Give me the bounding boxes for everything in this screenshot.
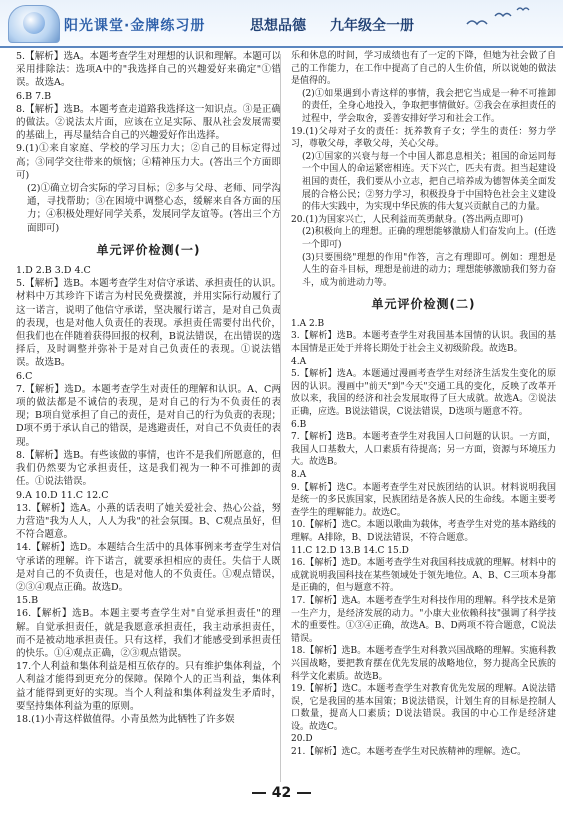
series-title: 阳光课堂·金牌练习册: [64, 18, 206, 34]
answer-paragraph: 17.【解析】选A。本题考查学生对科技作用的理解。科学技术是第一生产力，是经济发展的动力。"小康大业依赖科技"强调了科学技术的重要性。①③④正确，故选A。B、D两项不符合题意，C说法错误。: [291, 595, 556, 644]
section-heading: 单元评价检测(二): [371, 297, 476, 312]
answer-paragraph: 14.【解析】选D。本题结合生活中的具体事例来考查学生对信守承诺的理解。许下诺言，就要承担相应的责任。失信于人既是对自己的不负责任，也是对他人的不负责任。①观点错误，②③④观点正确。故选D。: [16, 542, 281, 593]
answer-paragraph: 6.C: [16, 370, 33, 382]
birds-decoration-icon: [461, 4, 541, 34]
answer-paragraph: 15.B: [16, 595, 39, 607]
answer-paragraph: 1.D 2.B 3.D 4.C: [16, 265, 91, 277]
answer-paragraph: 21.【解析】选C。本题考查学生对民族精神的理解。选C。: [291, 747, 527, 758]
subject-label: 思想品德: [250, 18, 306, 34]
book-logo-icon: [8, 5, 60, 43]
answer-paragraph: 3.【解析】选B。本题考查学生对我国基本国情的认识。我国的基本国情是正处于并将长期处于社会主义初级阶段。故选B。: [291, 331, 556, 355]
answer-paragraph: (2)积极向上的理想。正确的理想能够激励人们奋发向上。(任选一个即可): [302, 227, 556, 250]
page-number: [0, 785, 563, 801]
answer-paragraph: 乐和休息的时间，学习成绩也有了一定的下降，但她为社会做了自己的工作能力，在工作中提高了自己的人生价值，所以说她的做法是值得的。: [291, 51, 556, 87]
answer-paragraph: 19.【解析】选C。本题考查学生对教育优先发展的理解。A说法错误，它是我国的基本国策；B说法错误，计划生育的目标是控制人口数量，提高人口素质；D说法错误。我国的中心工作是经济建设。故选C。: [291, 684, 556, 732]
globe-icon: [23, 12, 45, 34]
answer-paragraph: 9.【解析】选C。本题考查学生对民族团结的认识。材料说明我国是统一的多民族国家，民族团结是各族人民的生命线。本题主要考查学生的理解能力。故选C。: [291, 482, 556, 518]
answer-paragraph: 1.A 2.B: [291, 318, 325, 329]
answer-paragraph: 8.【解析】选B。本题考查走道路我选择这一知识点。③是正确的做法。②说法太片面，应该在立足实际、服从社会发展需要的基础上，再尽量结合自己的兴趣爱好作出选择。: [16, 103, 281, 142]
answer-paragraph: 20.(1)为国家兴亡，人民利益而英勇献身。(答出两点即可): [291, 214, 524, 225]
answer-paragraph: 17.个人利益和集体利益是相互依存的。只有维护集体利益，个人利益才能得到更充分的保障。保障个人的正当利益，集体利益才能得到更好的实现。当个人利益和集体利益发生矛盾时，要坚持集体利益为重的原则。: [16, 661, 281, 712]
answer-paragraph: 11.C 12.D 13.B 14.C 15.D: [291, 545, 409, 556]
left-column: [16, 50, 281, 726]
grade-label: 九年级全一册: [330, 18, 414, 34]
answer-paragraph: 8.【解析】选B。有些该做的事情，也许不是我们所愿意的，但我们仍然要为它承担责任，这是我们视为一种不可推卸的责任。①说法错误。: [16, 449, 281, 488]
answer-paragraph: 20.D: [291, 734, 313, 745]
answer-paragraph: 5.【解析】选A。本题考查学生对理想的认识和理解。本题可以采用排除法：选项A中的"我选择自己的兴趣爱好来确定"①错误。故选A。: [16, 51, 281, 89]
answer-paragraph: 7.【解析】选D。本题考查学生对责任的理解和认识。A、C两项的做法都是不诚信的表现，是对自己的行为不负责任的表现；B项自觉承担了自己的责任，是对自己的行为负责的表现；D项不勇于承认自己的错误，是逃避责任，对自己不负责任的表现。: [16, 383, 281, 448]
answer-paragraph: (2)①确立切合实际的学习目标；②多与父母、老师、同学沟通，寻找帮助；③在困境中调整心态，缓解来自各方面的压力；④积极处理好同学关系，发展同学友谊等。(答出三个方面即可): [27, 183, 281, 234]
answer-paragraph: 4.A: [291, 356, 307, 367]
page-header: [0, 0, 563, 48]
section-heading: 单元评价检测(一): [96, 242, 201, 257]
answer-paragraph: 18.(1)小青这样做值得。小青虽然为此牺牲了许多娱: [16, 713, 235, 725]
right-column: [291, 50, 556, 759]
answer-paragraph: 9.(1)①来自家庭、学校的学习压力大；②自己的目标定得过高；③同学交往带来的烦恼；④精神压力大。(答出三个方面即可): [16, 143, 281, 181]
answer-paragraph: (3)只要围绕"理想的作用"作答，言之有理即可。例如：理想是人生的奋斗目标，理想是前进的动力；理想能够激励我们努力奋斗，成为前进动力等。: [302, 252, 556, 288]
answer-paragraph: 8.A: [291, 470, 307, 480]
page-number-value: 42: [271, 785, 292, 801]
answer-paragraph: (2)①如果遇到小青这样的事情，我会把它当成是一种不可推卸的责任，全身心地投入，争取把事情做好。②我会在承担责任的过程中，学会取舍，妥善安排好学习和社会工作。: [302, 88, 556, 124]
answer-paragraph: 7.【解析】选B。本题考查学生对我国人口问题的认识。一方面，我国人口基数大，人口素质有待提高；另一方面，资源与环境压力大。故选B。: [291, 432, 556, 468]
answer-paragraph: 18.【解析】选B。本题考查学生对科教兴国战略的理解。实施科教兴国战略，要把教育摆在优先发展的战略地位，努力提高全民族的科学文化素质。故选B。: [291, 646, 556, 682]
answer-paragraph: 5.【解析】选B。本题考查学生对信守承诺、承担责任的认识。材料中万其珍许下诺言为村民免费摆渡，并用实际行动履行了这一诺言，说明了他信守承诺，坚决履行诺言，是对自己负责的表现，也是对他人负责任的表现。承担责任需要付出代价，但我们也在伴随着获得回报的权利，B说法错误，在出错误的选择后，及时调整并弥补于是对自己负责任的表现。①说法错误。故选B。: [16, 278, 281, 369]
answer-paragraph: 16.【解析】选B。本题主要考查学生对"自觉承担责任"的理解。自觉承担责任，就是我愿意承担责任，我主动承担责任，而不是被动地承担责任。只有这样，我们才能感受到承担责任的快乐。①④观点正确，②③观点错误。: [16, 608, 281, 659]
column-divider: [280, 54, 281, 782]
answer-paragraph: 5.【解析】选A。本题通过漫画考查学生对经济生活发生变化的原因的认识。漫画中"前天"到"今天"交通工具的变化，反映了改革开放以来，我国的经济和社会发展取得了巨大成就。故选A。②说法正确，应选。B说法错误，C说法错误，D选项与题意不符。: [291, 369, 556, 418]
answer-paragraph: (2)①国家的兴衰与每一个中国人都息息相关；祖国的命运同每一个中国人的命运紧密相连。天下兴亡，匹夫有责。担当起建设祖国的责任，我们要从小立志，把自己培养成为德智体美全面发展的合格公民；②努力学习，积极投身于中国特色社会主义建设的伟大实践中，为实现中华民族的伟大复兴贡献自己的力量。: [302, 151, 556, 213]
answer-paragraph: 9.A 10.D 11.C 12.C: [16, 489, 109, 501]
answer-paragraph: 13.【解析】选A。小燕的话表明了她关爱社会、热心公益，努力营造"我为人人，人人为我"的社会氛围。B、C观点虽好，但不符合题意。: [16, 502, 281, 541]
answer-paragraph: 10.【解析】选C。本题以歌曲为载体，考查学生对党的基本路线的理解。A排除，B、D说法错误，不符合题意。: [291, 520, 556, 543]
answer-paragraph: 19.(1)父母对子女的责任：抚养教育子女；学生的责任：努力学习，尊敬父母，孝敬父母，关心父母。: [291, 126, 556, 150]
answer-paragraph: 6.B 7.B: [16, 90, 52, 102]
answer-paragraph: 16.【解析】选D。本题考查学生对我国科技成就的理解。材料中的成就说明我国科技在某些领域处于领先地位。A、B、C三项本身都是正确的，但与题意不符。: [291, 558, 556, 594]
answer-paragraph: 6.B: [291, 419, 307, 430]
